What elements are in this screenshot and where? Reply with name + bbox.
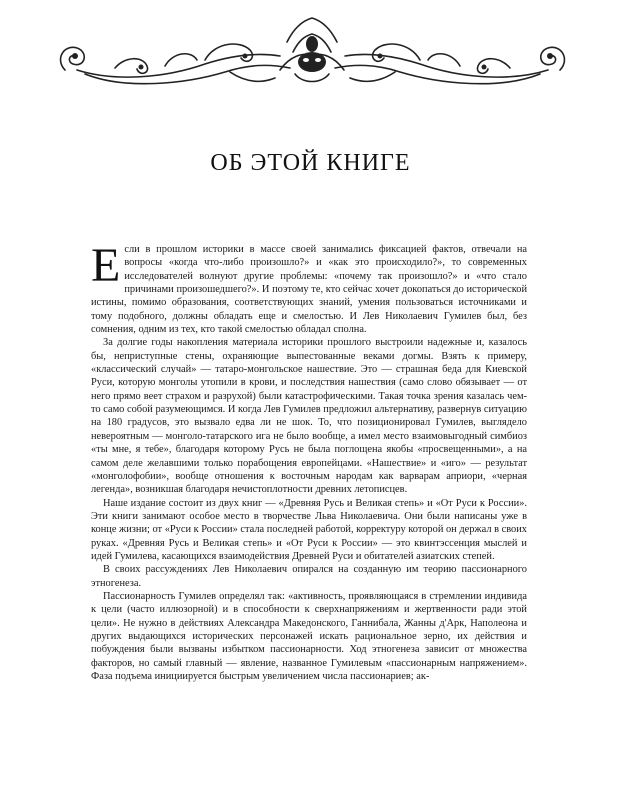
paragraph: В своих рассуждениях Лев Николаевич опирался на созданную им теорию пассионарного этногенеза. [91, 564, 527, 589]
decorative-header-ornament-icon [55, 12, 570, 92]
article-body [91, 239, 527, 683]
paragraph [91, 239, 527, 336]
paragraph: Наше издание состоит из двух книг — «Древняя Русь и Великая степь» и «От Руси к России». Эти книги занимают особое место в творчестве Льва Николаевича. Они были написаны уже в конце жизни; от «Руси к России» стала последней работой, корректуру которой он держал в своих руках. «Древняя Русь и Великая степь» и «От Руси к России» — это квинтэссенция мыслей и идей Гумилева, касающихся взаимодействия Древней Руси и обитателей азиатских степей. [91, 497, 527, 562]
paragraph: Пассионарность Гумилев определял так: «активность, проявляющаяся в стремлении индивида к цели (часто иллюзорной) и в способности к сверхнапряжениям и жертвенности ради этой цели». Не нужно в действиях Александра Македонского, Ганнибала, Жанны д'Арк, Наполеона и других выдающихся исторических персонажей искать рациональное зерно, их действия и побуждения были вызваны избытком пассионарности. Ход этногенеза зависит от множества факторов, но самый главный — явление, названное Гумилевым «пассионарным напряжением». Фаза подъема инициируется быстрым увеличением числа пассионариев; ак- [91, 590, 527, 682]
chapter-title: ОБ ЭТОЙ КНИГЕ [210, 150, 411, 176]
paragraph-text: сли в прошлом историки в массе своей занимались фиксацией фактов, отвечали на вопросы «когда что-либо произошло?» и «как это происходило?», то современных исследователей волнуют другие проблемы: «почему так произошло?» и «что стало причинами произошедшего?». И поэтому те, кто сейчас хочет докопаться до исторической истины, помимо образования, соответствующих знаний, умения пользоваться источниками и тому подобного, должны обладать еще и смелостью. И Лев Николаевич Гумилев был, без сомнения, одним из тех, кто такой смелостью обладал сполна. [91, 244, 527, 336]
drop-cap-letter: Е [91, 239, 121, 292]
paragraph: За долгие годы накопления материала историки прошлого выстроили надежные и, казалось бы, неприступные стены, охраняющие выпестованные веками догмы. Взять к примеру, «классический случай» — татаро-монгольское нашествие. Это — страшная беда для Киевской Руси, которую монголы утопили в крови, и последствия нашествия (само слово обязывает — от него прямо веет страхом и разрухой) были катастрофическими. Такая точка зрения казалась чем-то само собой разумеющимся. И когда Лев Гумилев предложил альтернативу, развернув ситуацию на 180 градусов, это вызвало едва ли не шок. То, что позиционировал Гумилев, выглядело невероятным — монголо-татарского ига не было вообще, а имел место взаимовыгодный симбиоз «ты мне, я тебе», благодаря которому Русь не была поглощена якобы «просвещенными», а на самом деле желавшими только порабощения европейцами. «Нашествие» и «иго» — результат «монголофобии», вообще отношения к восточным народам как варварам априори, «черная легенда», возникшая благодаря нечистоплотности древних летописцев. [91, 337, 527, 496]
